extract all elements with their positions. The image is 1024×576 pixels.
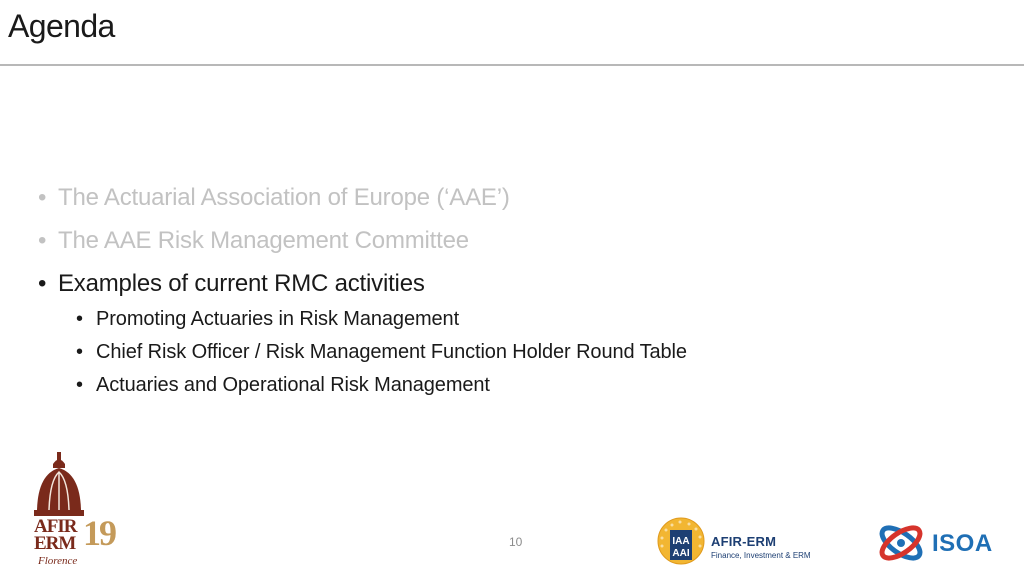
- iaa-letters-top: IAA: [672, 536, 690, 547]
- slide-title: Agenda: [8, 8, 115, 44]
- afir-logo-city: Florence: [38, 555, 78, 567]
- agenda-item-aae: [38, 184, 510, 212]
- bullet-dot: •: [38, 270, 47, 297]
- agenda-item-label: The Actuarial Association of Europe (‘AAE’): [58, 184, 510, 211]
- agenda-item-label: Examples of current RMC activities: [58, 270, 425, 297]
- iaa-globe-logo-icon: [656, 516, 706, 566]
- bullet-dot: •: [38, 227, 47, 254]
- sub-item-promoting: [76, 308, 459, 331]
- agenda-item-label: The AAE Risk Management Committee: [58, 227, 469, 254]
- isoa-logo-text: ISOA: [932, 530, 993, 557]
- bullet-dot: •: [76, 374, 83, 396]
- iaa-letters-bottom: AAI: [672, 548, 690, 559]
- sub-item-label: Chief Risk Officer / Risk Management Function Holder Round Table: [96, 341, 687, 363]
- sub-item-cro-round-table: [76, 341, 687, 364]
- agenda-item-rmc: [38, 227, 469, 255]
- bullet-dot: •: [76, 308, 83, 330]
- afir-logo-text: AFIR ERM: [34, 516, 77, 554]
- bullet-dot: •: [76, 341, 83, 363]
- afir-erm-name: AFIR-ERM: [711, 534, 777, 549]
- page-number: 10: [509, 535, 523, 549]
- afir-erm-tagline: Finance, Investment & ERM: [711, 551, 811, 560]
- sub-item-operational-risk: [76, 374, 490, 397]
- afir-dome-logo-icon: [32, 452, 86, 520]
- isoa-atom-logo-icon: [874, 518, 928, 568]
- afir-logo-year: 19: [83, 513, 115, 553]
- bullet-dot: •: [38, 184, 47, 211]
- sub-item-label: Promoting Actuaries in Risk Management: [96, 308, 460, 330]
- agenda-item-examples: [38, 270, 425, 298]
- sub-item-label: Actuaries and Operational Risk Management: [96, 374, 490, 396]
- title-divider: [0, 64, 1024, 66]
